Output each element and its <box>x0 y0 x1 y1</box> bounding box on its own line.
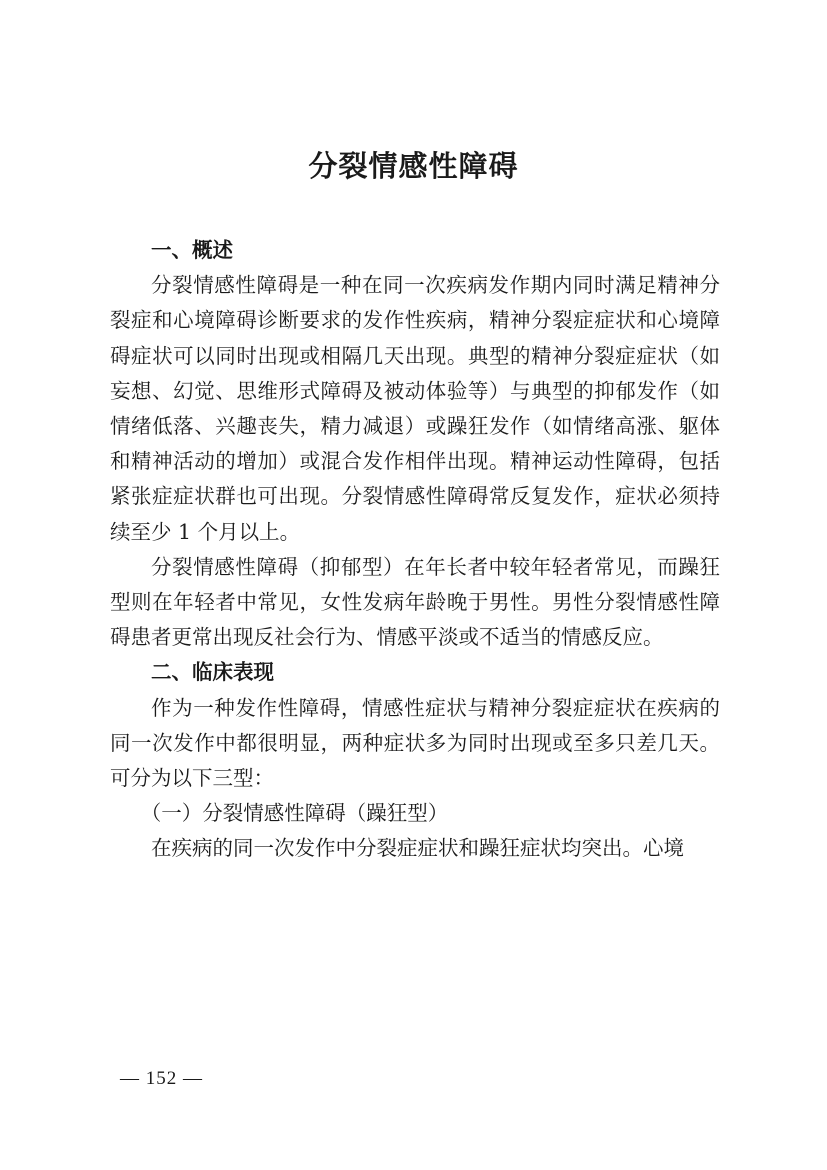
overview-paragraph-2: 分裂情感性障碍（抑郁型）在年长者中较年轻者常见，而躁狂型则在年轻者中常见，女性发病年龄晚于男性。男性分裂情感性障碍患者更常出现反社会行为、情感平淡或不适当的情感反应。 <box>110 554 720 650</box>
page-number: — 152 — <box>120 1068 203 1089</box>
clinical-paragraph-1: 作为一种发作性障碍，情感性症状与精神分裂症症状在疾病的同一次发作中都很明显，两种症状多为同时出现或至多只差几天。可分为以下三型： <box>110 695 720 791</box>
overview-paragraph-1: 分裂情感性障碍是一种在同一次疾病发作期内同时满足精神分裂症和心境障碍诊断要求的发作性疾病，精神分裂症症状和心境障碍症状可以同时出现或相隔几天出现。典型的精神分裂症症状（如妄想、幻觉、思维形式障碍及被动体验等）与典型的抑郁发作（如情绪低落、兴趣丧失，精力减退）或躁狂发作（如情绪高涨、躯体和精神活动的增加）或混合发作相伴出现。精神运动性障碍，包括紧张症症状群也可出现。分裂情感性障碍常反复发作，症状必须持续至少 1 个月以上。 <box>110 273 720 544</box>
section-heading-overview: 一、概述 <box>151 238 233 262</box>
manic-type-paragraph: 在疾病的同一次发作中分裂症症状和躁狂症状均突出。心境 <box>151 836 684 861</box>
document-title: 分裂情感性障碍 <box>308 149 519 183</box>
section-heading-clinical: 二、临床表现 <box>151 660 274 685</box>
document-body <box>110 233 720 867</box>
subsection-heading-manic-type: （一）分裂情感性障碍（躁狂型） <box>140 801 449 826</box>
